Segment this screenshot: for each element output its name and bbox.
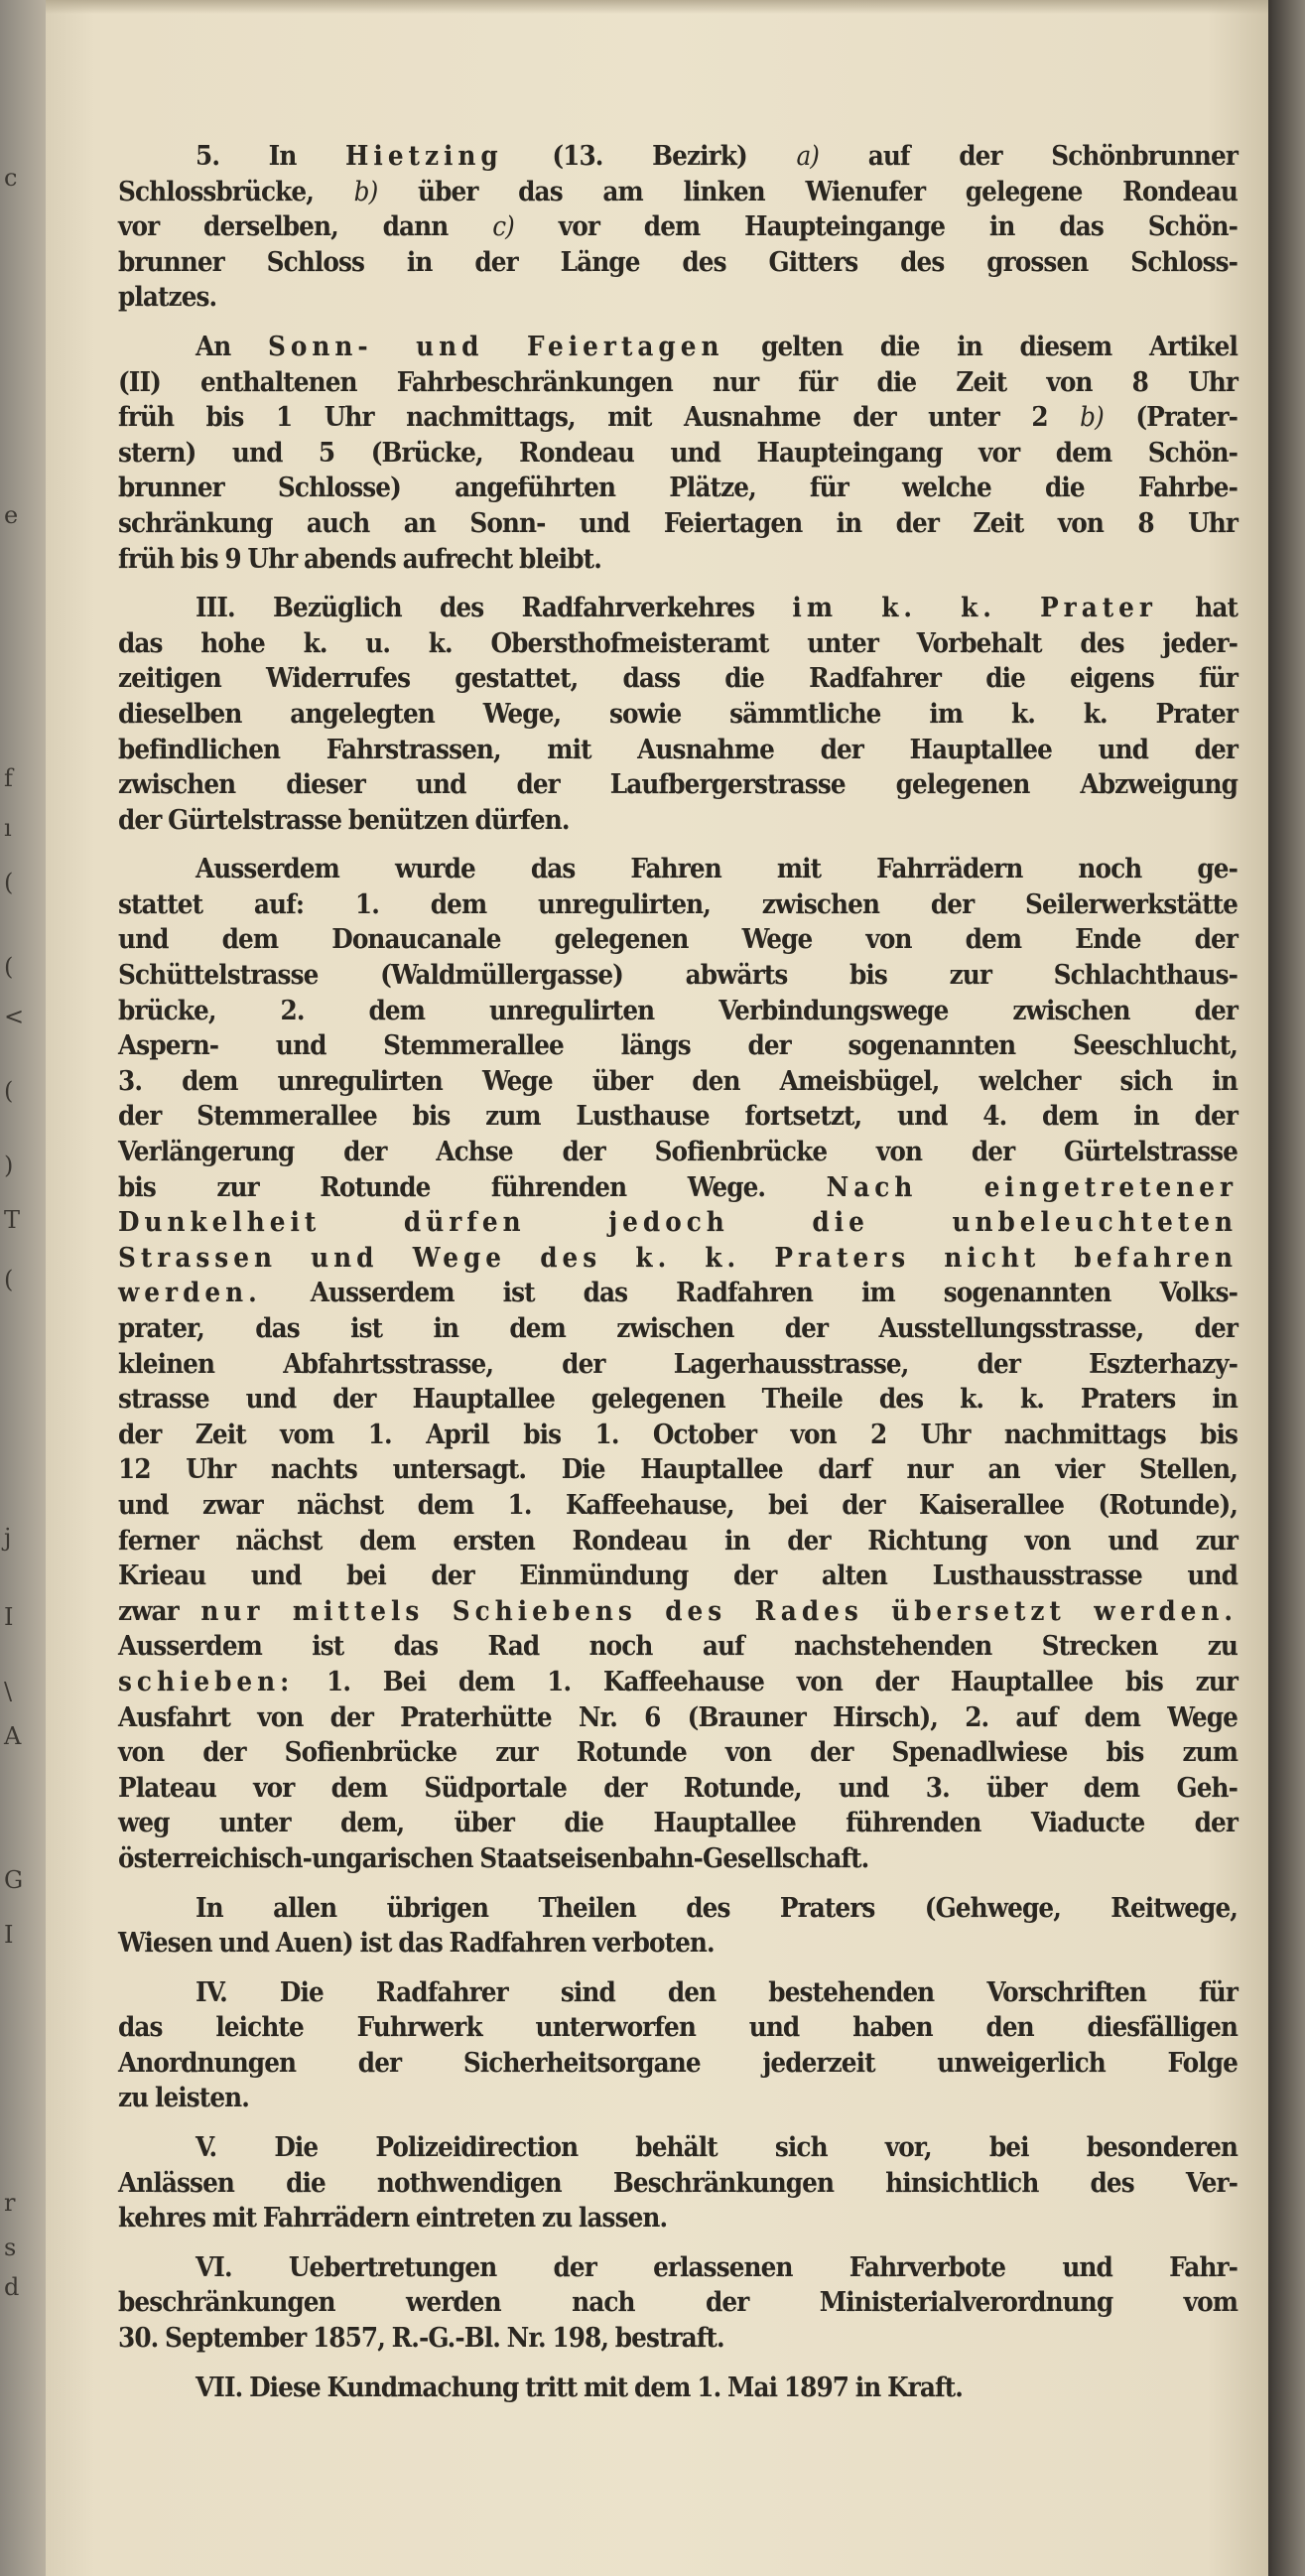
text-segment: vor dem Haupteingange in das Schön- (513, 210, 1238, 243)
text-segment: 5. In (196, 140, 346, 172)
margin-letter-fragment: f (4, 764, 13, 792)
margin-letter-fragment: A (4, 1722, 22, 1750)
italic-letter: a) (796, 140, 820, 172)
text-line: strasse und der Hauptallee gelegenen Theile des k. k. Praters in (118, 1383, 1238, 1416)
text-line (118, 1241, 1238, 1277)
text-line (118, 1665, 1238, 1700)
spaced-emphasis: Hietzing (345, 140, 503, 172)
text-line: stern) und 5 (Brücke, Rondeau und Haupteingang vor dem Schön- (118, 436, 1238, 469)
text-line: Verlängerung der Achse der Sofienbrücke von der Gürtelstrasse (118, 1136, 1238, 1168)
text-line: platzes. (118, 281, 217, 314)
margin-letter-fragment: r (4, 2189, 16, 2217)
text-segment: (13. Bezirk) (502, 140, 797, 172)
text-line: und dem Donaucanale gelegenen Wege von dem Ende der (118, 923, 1238, 956)
text-line: Ausfahrt von der Praterhütte Nr. 6 (Brauner Hirsch), 2. auf dem Wege (118, 1700, 1238, 1733)
paragraph-p-verboten (118, 1891, 1238, 1962)
text-line: österreichisch-ungarischen Staatseisenbahn-Gesellschaft. (118, 1841, 869, 1874)
text-segment: Ausserdem ist das Radfahren im sogenannten Volks- (261, 1277, 1238, 1309)
text-line: zu leisten. (118, 2082, 249, 2114)
text-line: stattet auf: 1. dem unregulirten, zwischen der Seilerwerkstätte (118, 887, 1238, 920)
text-line (118, 330, 1238, 365)
margin-letter-fragment: ( (4, 1266, 14, 1293)
text-line (118, 1276, 1238, 1311)
text-line: brunner Schloss in der Länge des Gitters des grossen Schloss- (118, 245, 1238, 278)
text-segment: über das am linken Wienufer gelegene Rondeau (377, 175, 1238, 207)
text-segment: hat (1156, 592, 1238, 624)
text-line: zwischen dieser und der Laufbergerstrasse gelegenen Abzweigung (118, 768, 1238, 801)
spaced-emphasis: werden. (118, 1277, 262, 1309)
text-line: der Stemmerallee bis zum Lusthause fortsetzt, und 4. dem in der (118, 1100, 1238, 1133)
scan-right-edge (1268, 0, 1305, 2576)
text-line: dieselben angelegten Wege, sowie sämmtliche im k. k. Prater (118, 697, 1238, 730)
text-line: zeitigen Widerrufes gestattet, dass die Radfahrer die eigens für (118, 662, 1238, 695)
document-body (118, 139, 1238, 2419)
text-segment: früh bis 1 Uhr nachmittags, mit Ausnahme der unter 2 (118, 401, 1081, 434)
text-line: Anlässen die nothwendigen Beschränkungen hinsichtlich des Ver- (118, 2166, 1238, 2199)
text-line: brunner Schlosse) angeführten Plätze, für welche die Fahrbe- (118, 472, 1238, 504)
text-line: der Zeit vom 1. April bis 1. October von 2 Uhr nachmittags bis (118, 1418, 1238, 1450)
margin-letter-fragment: c (4, 164, 18, 192)
text-line: Anordnungen der Sicherheitsorgane jederzeit unweigerlich Folge (118, 2046, 1238, 2079)
text-line: Plateau vor dem Südportale der Rotunde, und 3. über dem Geh- (118, 1771, 1238, 1804)
margin-letter-fragment: d (4, 2273, 20, 2301)
margin-letter-fragment: s (4, 2234, 17, 2261)
text-line: das hohe k. u. k. Obersthofmeisteramt unter Vorbehalt des jeder- (118, 626, 1238, 659)
text-line (118, 400, 1238, 436)
text-line: der Gürtelstrasse benützen dürfen. (118, 803, 570, 836)
margin-letter-fragment: I (4, 1921, 14, 1949)
spaced-emphasis: Strassen und Wege des k. k. Praters nicht befahren (118, 1241, 1238, 1274)
italic-letter: c) (492, 210, 514, 243)
text-line: beschränkungen werden nach der Ministerialverordnung vom (118, 2286, 1238, 2319)
text-line (118, 139, 1238, 175)
margin-letter-fragment: \ (4, 1678, 13, 1705)
text-line: 12 Uhr nachts untersagt. Die Hauptallee darf nur an vier Stellen, (118, 1453, 1238, 1486)
margin-letter-fragment: j (4, 1524, 12, 1552)
margin-letter-fragment: ı (4, 814, 12, 842)
text-segment: auf der Schönbrunner (819, 140, 1238, 172)
text-line: (II) enthaltenen Fahrbeschränkungen nur für die Zeit von 8 Uhr (118, 365, 1238, 398)
paragraph-p-5-hietzing (118, 139, 1238, 316)
text-line: prater, das ist in dem zwischen der Ausstellungsstrasse, der (118, 1312, 1238, 1344)
text-line: 3. dem unregulirten Wege über den Ameisbügel, welcher sich in (118, 1064, 1238, 1097)
margin-letter-fragment: ( (4, 1077, 14, 1105)
text-segment: Schlossbrücke, (118, 175, 354, 207)
text-segment: vor derselben, dann (118, 210, 493, 243)
paragraph-p-v (118, 2130, 1238, 2237)
text-line: schränkung auch an Sonn- und Feiertagen in der Zeit von 8 Uhr (118, 506, 1238, 539)
paragraph-p-vii (118, 2371, 1238, 2406)
text-segment: An (196, 330, 269, 362)
spaced-emphasis: nur mittels Schiebens des Rades übersetzt werden. (200, 1594, 1238, 1627)
text-line: 30. September 1857, R.-G.-Bl. Nr. 198, bestraft. (118, 2322, 724, 2355)
text-line: brücke, 2. dem unregulirten Verbindungswege zwischen der (118, 994, 1238, 1026)
text-line: In allen übrigen Theilen des Praters (Gehwege, Reitwege, (196, 1891, 1238, 1924)
paragraph-p-sonn-feiertage (118, 330, 1238, 577)
paragraph-p-iv (118, 1975, 1238, 2116)
text-segment: 1. Bei dem 1. Kaffeehause von der Hauptallee bis zur (294, 1665, 1238, 1697)
margin-letter-fragment: G (4, 1866, 24, 1894)
text-line: befindlichen Fahrstrassen, mit Ausnahme der Hauptallee und der (118, 733, 1238, 765)
text-line: VII. Diese Kundmachung tritt mit dem 1. Mai 1897 in Kraft. (196, 2371, 963, 2403)
text-line: und zwar nächst dem 1. Kaffeehause, bei der Kaiserallee (Rotunde), (118, 1488, 1238, 1521)
text-line: von der Sofienbrücke zur Rotunde von der Spenadlwiese bis zum (118, 1736, 1238, 1769)
text-segment: zwar (118, 1594, 201, 1627)
text-line: Schüttelstrasse (Waldmüllergasse) abwärts bis zur Schlachthaus- (118, 959, 1238, 992)
margin-letter-fragment: < (4, 1003, 25, 1030)
text-line: das leichte Fuhrwerk unterworfen und haben den diesfälligen (118, 2011, 1238, 2044)
text-line: Ausserdem wurde das Fahren mit Fahrrädern noch ge- (196, 853, 1238, 885)
text-line: Aspern- und Stemmerallee längs der sogenannten Seeschlucht, (118, 1029, 1238, 1062)
text-segment: gelten die in diesem Artikel (723, 330, 1239, 362)
spaced-emphasis: Dunkelheit dürfen jedoch die unbeleuchteten (118, 1206, 1238, 1239)
text-segment: III. Bezüglich des Radfahrverkehres (196, 592, 793, 624)
text-line: weg unter dem, über die Hauptallee führenden Viaducte der (118, 1807, 1238, 1839)
text-line (118, 175, 1238, 210)
text-line: kehres mit Fahrrädern eintreten zu lassen. (118, 2202, 668, 2235)
margin-letter-fragment: T (4, 1206, 21, 1234)
text-segment: bis zur Rotunde führenden Wege. (118, 1170, 827, 1203)
text-line: Ausserdem ist das Rad noch auf nachstehenden Strecken zu (118, 1630, 1238, 1663)
text-line: IV. Die Radfahrer sind den bestehenden Vorschriften für (196, 1975, 1238, 2008)
margin-letter-fragment: ( (4, 953, 14, 981)
margin-letter-fragment: ( (4, 869, 14, 896)
margin-letter-fragment: e (4, 501, 19, 529)
paragraph-p-ausserdem (118, 852, 1238, 1876)
text-line: früh bis 9 Uhr abends aufrecht bleibt. (118, 542, 601, 575)
text-line (118, 591, 1238, 626)
spaced-emphasis: im k. k. Prater (792, 592, 1157, 624)
text-line (118, 1170, 1238, 1206)
text-line: Wiesen und Auen) ist das Radfahren verboten. (118, 1927, 715, 1960)
scan-top-edge (46, 0, 1268, 14)
text-segment: (Prater- (1103, 401, 1238, 434)
text-line (118, 1205, 1238, 1241)
text-line: V. Die Polizeidirection behält sich vor, bei besonderen (196, 2131, 1238, 2164)
text-line: kleinen Abfahrtsstrasse, der Lagerhausstrasse, der Eszterhazy- (118, 1347, 1238, 1380)
text-line: VI. Uebertretungen der erlassenen Fahrverbote und Fahr- (196, 2250, 1238, 2283)
margin-letter-fragment: ) (4, 1152, 14, 1179)
text-line (118, 209, 1238, 245)
paragraph-p-vi (118, 2250, 1238, 2357)
spaced-emphasis: schieben: (118, 1665, 295, 1697)
text-line: ferner nächst dem ersten Rondeau in der Richtung von und zur (118, 1524, 1238, 1557)
italic-letter: b) (353, 175, 378, 207)
text-line: Krieau und bei der Einmündung der alten Lusthausstrasse und (118, 1559, 1238, 1592)
italic-letter: b) (1080, 401, 1104, 434)
spaced-emphasis: Nach eingetretener (826, 1170, 1238, 1203)
spaced-emphasis: Sonn- und Feiertagen (268, 330, 724, 362)
margin-letter-fragment: I (4, 1603, 14, 1631)
text-line (118, 1594, 1238, 1630)
paragraph-p-iii (118, 591, 1238, 838)
